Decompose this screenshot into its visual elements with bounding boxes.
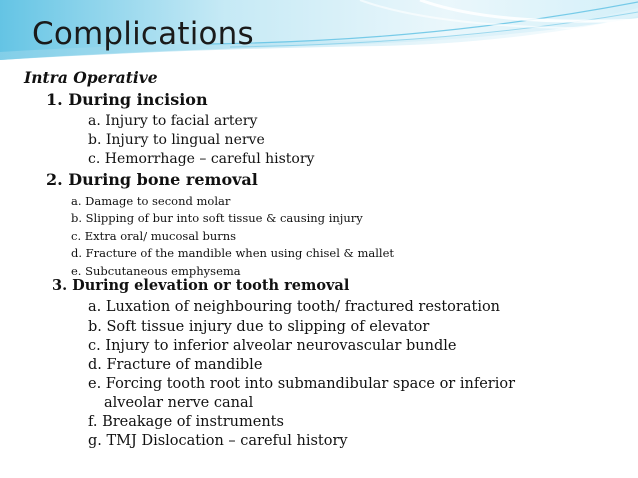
list-item: c. Hemorrhage – careful history [88,151,315,167]
list-item: b. Injury to lingual nerve [88,132,265,148]
list-item: d. Fracture of mandible [88,357,263,373]
list-item: d. Fracture of the mandible when using chisel & mallet [71,246,394,260]
section-heading: Intra Operative [24,68,158,87]
list-item: b. Slipping of bur into soft tissue & causing injury [71,211,363,225]
list-item: c. Extra oral/ mucosal burns [71,229,237,243]
list-item-continuation: alveolar nerve canal [104,395,254,411]
list-item: a. Injury to facial artery [88,113,258,129]
group-heading-elevation: 3. During elevation or tooth removal [52,277,350,294]
group-heading-bone-removal: 2. During bone removal [46,170,258,189]
list-item: c. Injury to inferior alveolar neurovascular bundle [88,338,457,354]
page-title: Complications [32,16,254,52]
list-item: a. Damage to second molar [71,194,231,208]
list-item: a. Luxation of neighbouring tooth/ fractured restoration [88,299,501,315]
list-item: e. Subcutaneous emphysema [71,264,241,278]
list-item: f. Breakage of instruments [88,414,284,430]
list-item: g. TMJ Dislocation – careful history [88,433,348,449]
group-heading-incision: 1. During incision [46,90,208,109]
list-item: b. Soft tissue injury due to slipping of elevator [88,319,430,335]
list-item: e. Forcing tooth root into submandibular space or inferior [88,376,516,392]
